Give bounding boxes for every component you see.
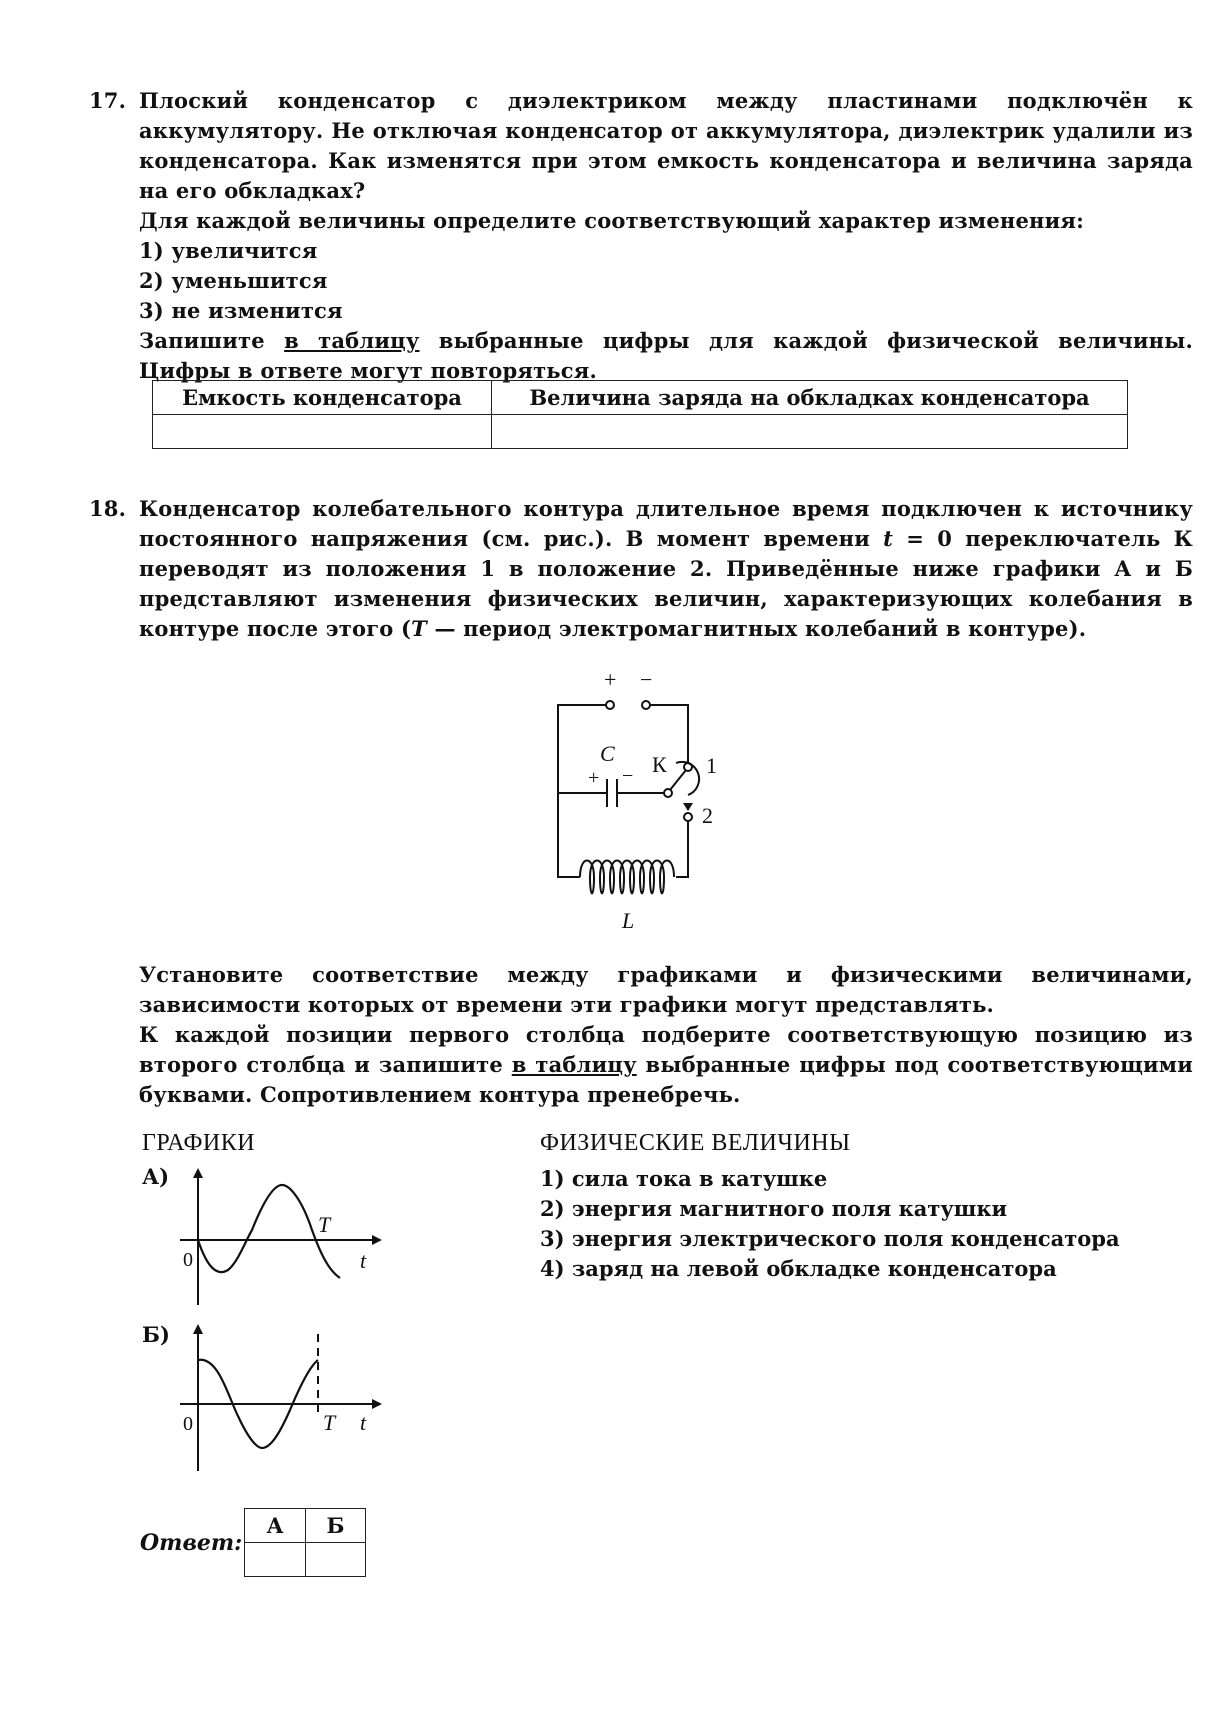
quantities-list bbox=[540, 1164, 1120, 1284]
right-bottom-wire bbox=[676, 821, 688, 877]
question-17-text: Плоский конденсатор с диэлектриком между пластинами подключён к аккумулятору. Не отключая конденсатор от аккумулятора, диэлектрик удалили из конденсатора. Как изменятся при этом емкость конденсатора и величина заряда на его обкладках? bbox=[139, 88, 1193, 203]
source-plus-label: + bbox=[604, 667, 617, 692]
source-minus-label: − bbox=[640, 667, 653, 692]
graph-a-T-label: T bbox=[318, 1212, 331, 1237]
question-18-paragraph-2: Установите соответствие между графиками и физическими величинами, зависимости которых от времени эти графики могут представлять. bbox=[139, 962, 1193, 1017]
question-18-instructions bbox=[89, 960, 1193, 1110]
question-17-answer-table bbox=[152, 380, 1128, 449]
switch-label: К bbox=[652, 752, 667, 777]
graphs-header: ГРАФИКИ bbox=[142, 1130, 256, 1156]
answer-cell-charge[interactable] bbox=[492, 415, 1128, 449]
question-17-number: 17. bbox=[89, 88, 127, 113]
question-17-option-3: 3) не изменится bbox=[139, 298, 343, 323]
answer-header-b: Б bbox=[306, 1509, 366, 1543]
capacitor-plus-label: + bbox=[588, 767, 600, 789]
graph-b-T-label: T bbox=[323, 1410, 336, 1435]
capacitor-minus-label: − bbox=[622, 765, 634, 787]
quantity-2: 2) энергия магнитного поля катушки bbox=[540, 1196, 1008, 1221]
left-wire bbox=[558, 705, 606, 877]
answer-cell-a[interactable] bbox=[245, 1543, 306, 1577]
circuit-diagram bbox=[530, 665, 750, 945]
graph-b bbox=[178, 1316, 398, 1476]
in-table-text-18: в таблицу bbox=[511, 1052, 637, 1077]
question-18 bbox=[89, 494, 1193, 644]
question-17 bbox=[89, 86, 1193, 386]
quantity-1: 1) сила тока в катушке bbox=[540, 1166, 828, 1191]
switch-position-2-label: 2 bbox=[702, 803, 713, 828]
question-17-write-instruction: Запишите в таблицу выбранные цифры для каждой физической величины. Цифры в ответе могут повторяться. bbox=[139, 328, 1193, 383]
quantities-header: ФИЗИЧЕСКИЕ ВЕЛИЧИНЫ bbox=[540, 1130, 851, 1156]
graph-a-t-label: t bbox=[360, 1248, 367, 1273]
inductor-coil bbox=[580, 861, 674, 894]
quantity-3: 3) энергия электрического поля конденсатора bbox=[540, 1226, 1120, 1251]
answer-cell-capacity[interactable] bbox=[153, 415, 492, 449]
graph-a bbox=[178, 1160, 398, 1310]
question-18-number: 18. bbox=[89, 496, 127, 521]
question-18-paragraph-3: К каждой позиции первого столбца подберите соответствующую позицию из второго столбца и запишите в таблицу выбранные цифры под соответствующими буквами. Сопротивлением контура пренебречь. bbox=[139, 1022, 1194, 1107]
question-17-option-2: 2) уменьшится bbox=[139, 268, 328, 293]
switch-position-2 bbox=[684, 813, 692, 821]
answer-cell-b[interactable] bbox=[306, 1543, 366, 1577]
graph-a-label: А) bbox=[142, 1164, 170, 1189]
inductor-label: L bbox=[622, 908, 635, 933]
question-17-option-1: 1) увеличится bbox=[139, 238, 318, 263]
question-18-answer-table bbox=[244, 1508, 366, 1577]
quantity-4: 4) заряд на левой обкладке конденсатора bbox=[540, 1256, 1057, 1281]
question-17-instruction: Для каждой величины определите соответствующий характер изменения: bbox=[139, 208, 1085, 233]
switch-arrow-icon bbox=[683, 803, 693, 811]
source-plus-terminal bbox=[606, 701, 614, 709]
graph-b-zero: 0 bbox=[183, 1413, 193, 1435]
graph-a-zero: 0 bbox=[183, 1249, 193, 1271]
switch-blade bbox=[670, 770, 686, 790]
answer-header-a: А bbox=[245, 1509, 306, 1543]
question-18-text: Конденсатор колебательного контура длительное время подключен к источнику постоянного напряжения (см. рис.). В момент времени t = 0 переключатель К переводят из положения 1 в положение 2. Приведённые ниже графики А и Б представляют изменения физических величин, характеризующих колебания в контуре после этого (T — период электромагнитных колебаний в контуре). bbox=[139, 496, 1193, 641]
answer-label: Ответ: bbox=[140, 1530, 243, 1556]
graph-b-t-label: t bbox=[360, 1410, 367, 1435]
in-table-text: в таблицу bbox=[284, 328, 420, 353]
table-header-charge: Величина заряда на обкладках конденсатора bbox=[492, 381, 1128, 415]
switch-position-1-label: 1 bbox=[706, 753, 717, 778]
graph-b-label: Б) bbox=[142, 1322, 170, 1347]
capacitor-label: C bbox=[600, 741, 615, 766]
source-minus-terminal bbox=[642, 701, 650, 709]
table-header-capacity: Емкость конденсатора bbox=[153, 381, 492, 415]
